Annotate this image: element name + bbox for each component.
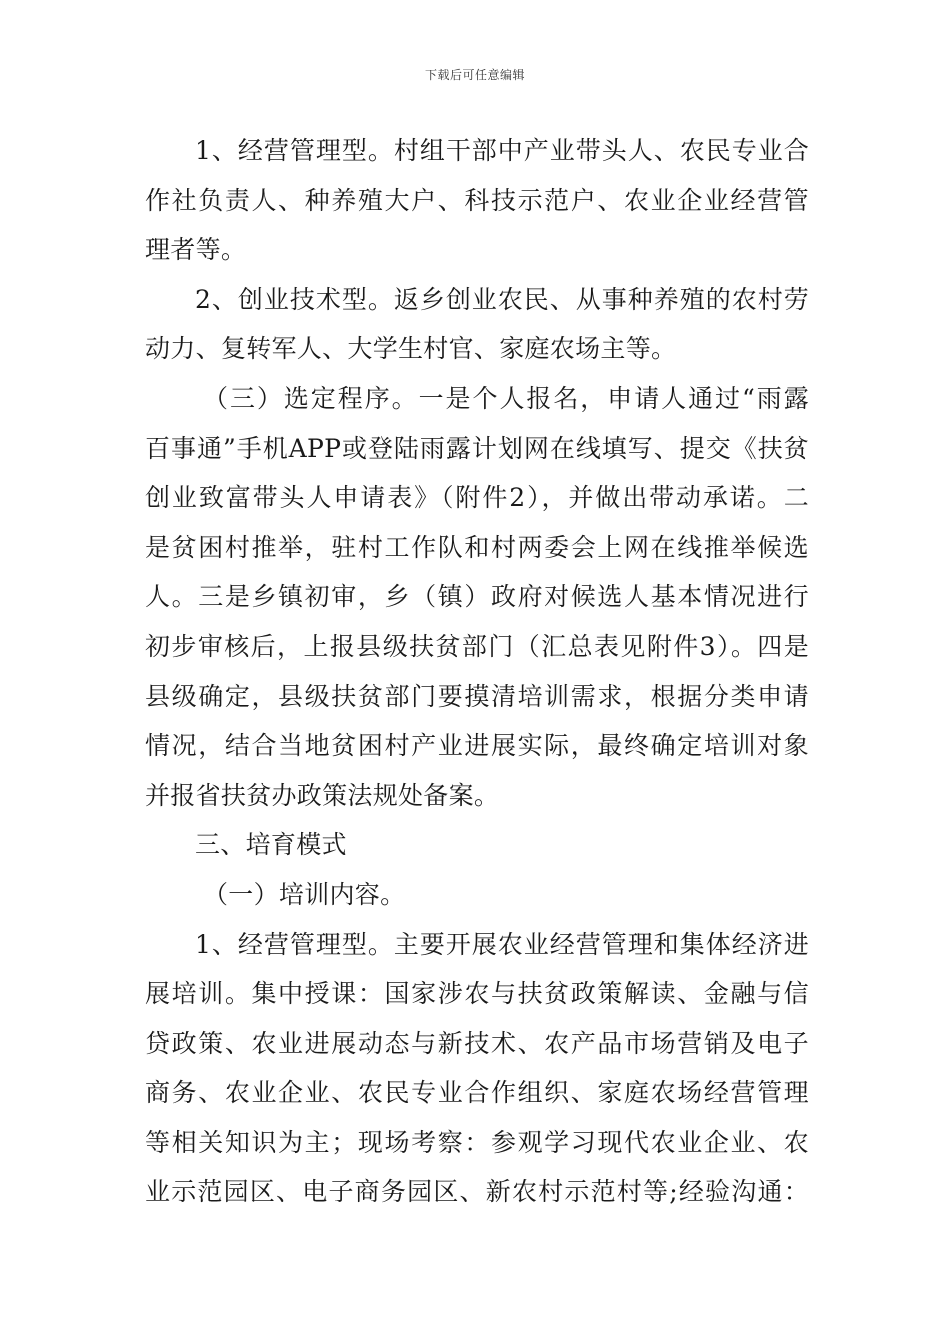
- subsection-heading: （一）培训内容。: [203, 879, 406, 909]
- text-line: 理者等。: [145, 235, 247, 265]
- page-header: 下载后可任意编辑: [424, 68, 525, 82]
- text-line: 展培训。集中授课：国家涉农与扶贫政策解读、金融与信: [145, 979, 809, 1009]
- text-line: 业示范园区、电子商务园区、新农村示范村等;经验沟通：: [145, 1177, 809, 1207]
- text-line: 作社负责人、种养殖大户、科技示范户、农业企业经营管: [145, 185, 809, 215]
- text-line: 是贫困村推举，驻村工作队和村两委会上网在线推举候选: [145, 532, 809, 562]
- document-body: [145, 126, 809, 1217]
- text-line: 百事通”手机APP或登陆雨露计划网在线填写、提交《扶贫: [145, 433, 809, 463]
- text-line: 情况，结合当地贫困村产业进展实际，最终确定培训对象: [145, 731, 809, 761]
- text-line: （三）选定程序。一是个人报名，申请人通过“雨露: [203, 383, 809, 413]
- text-line: 创业致富带头人申请表》（附件2），并做出带动承诺。二: [145, 483, 809, 513]
- text-line: 2、创业技术型。返乡创业农民、从事种养殖的农村劳: [195, 284, 809, 314]
- text-line: 贷政策、农业进展动态与新技术、农产品市场营销及电子: [145, 1028, 809, 1058]
- text-line: 人。三是乡镇初审，乡（镇）政府对候选人基本情况进行: [145, 582, 809, 612]
- text-line: 1、经营管理型。主要开展农业经营管理和集体经济进: [195, 929, 809, 959]
- text-line: 并报省扶贫办政策法规处备案。: [145, 780, 500, 810]
- text-line: 动力、复转军人、大学生村官、家庭农场主等。: [145, 334, 677, 364]
- section-heading: 三、培育模式: [195, 830, 347, 860]
- text-line: 县级确定，县级扶贫部门要摸清培训需求，根据分类申请: [145, 681, 809, 711]
- text-line: 等相关知识为主；现场考察：参观学习现代农业企业、农: [145, 1127, 809, 1157]
- text-line: 初步审核后，上报县级扶贫部门（汇总表见附件3）。四是: [145, 631, 809, 661]
- text-line: 商务、农业企业、农民专业合作组织、家庭农场经营管理: [145, 1078, 809, 1108]
- text-line: 1、经营管理型。村组干部中产业带头人、农民专业合: [195, 136, 809, 165]
